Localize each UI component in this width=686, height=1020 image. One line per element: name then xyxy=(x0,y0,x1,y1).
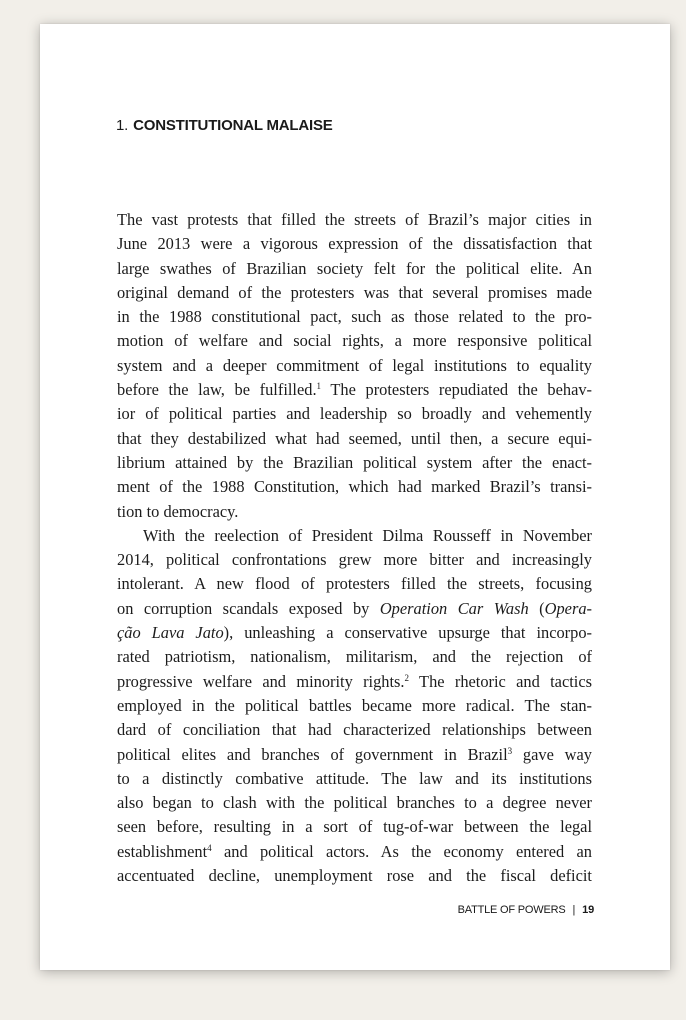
running-title: BATTLE OF POWERS xyxy=(457,904,566,916)
text-line: establishment$^4$ and political actors. As the economy entered an xyxy=(117,841,592,861)
text-line: intolerant. A new flood of protesters filled the streets, focusing xyxy=(117,574,592,594)
page-number: 19 xyxy=(582,904,594,916)
text-line: dard of conciliation that had characterized relationships between xyxy=(117,720,592,740)
chapter-heading xyxy=(116,117,333,134)
footnote-ref-4: 4 xyxy=(207,842,212,853)
footer-separator: | xyxy=(572,904,576,916)
text-line: employed in the political battles became more radical. The stan- xyxy=(117,695,592,715)
text-line: in the 1988 constitutional pact, such as those related to the pro- xyxy=(117,307,592,327)
text-line: seen before, resulting in a sort of tug-of-war between the legal xyxy=(117,817,592,837)
italic-text: Opera- xyxy=(544,598,592,618)
footnote-ref-1: 1 xyxy=(316,381,322,392)
book-page xyxy=(40,24,670,970)
text-line: progressive welfare and minority rights.$^2$ The rhetoric and tactics xyxy=(117,671,592,691)
text-line: 2014, political confrontations grew more bitter and increasingly xyxy=(117,550,592,570)
text-line: tion to democracy. xyxy=(117,501,239,521)
text-line: original demand of the protesters was that several promises made xyxy=(117,282,592,302)
text-line: librium attained by the Brazilian political system after the enact- xyxy=(117,452,592,472)
footnote-ref-3: 3 xyxy=(507,745,513,756)
body-text xyxy=(117,208,592,888)
text-line: ment of the 1988 Constitution, which had marked Brazil’s transi- xyxy=(117,477,592,497)
chapter-number: 1. xyxy=(116,117,129,134)
running-footer xyxy=(458,904,594,916)
text-line: to a distinctly combative attitude. The law and its institutions xyxy=(117,768,592,788)
text-line: accentuated decline, unemployment rose and the fiscal deficit xyxy=(117,866,592,886)
text-line: The vast protests that filled the streets of Brazil’s major cities in xyxy=(117,210,592,229)
text-line: also began to clash with the political branches to a degree never xyxy=(117,793,592,813)
text-line: motion of welfare and social rights, a more responsive political xyxy=(117,331,592,351)
text-line: system and a deeper commitment of legal institutions to equality xyxy=(117,355,592,375)
text-line: before the law, be fulfilled.$^1$ The protesters repudiated the behav- xyxy=(117,380,592,400)
text-line: With the reelection of President Dilma Rousseff in November xyxy=(143,525,592,545)
text-line: that they destabilized what had seemed, until then, a secure equi- xyxy=(117,428,592,448)
italic-text: ção Lava Jato xyxy=(117,623,224,643)
text-line: June 2013 were a vigorous expression of the dissatisfaction that xyxy=(117,234,592,254)
text-line: large swathes of Brazilian society felt for the political elite. An xyxy=(117,258,592,278)
footnote-ref-2: 2 xyxy=(404,672,410,683)
text-line: ção Lava Jato), unleashing a conservative upsurge that incorpo- xyxy=(117,623,592,643)
text-line: rated patriotism, nationalism, militarism, and the rejection of xyxy=(117,647,592,667)
italic-text: Operation Car Wash xyxy=(379,598,529,618)
text-line: political elites and branches of government in Brazil$^3$ gave way xyxy=(117,744,592,764)
chapter-title: CONSTITUTIONAL MALAISE xyxy=(133,117,333,134)
text-line: on corruption scandals exposed by Operation Car Wash (Opera- xyxy=(117,598,592,618)
text-line: ior of political parties and leadership so broadly and vehemently xyxy=(117,404,592,424)
